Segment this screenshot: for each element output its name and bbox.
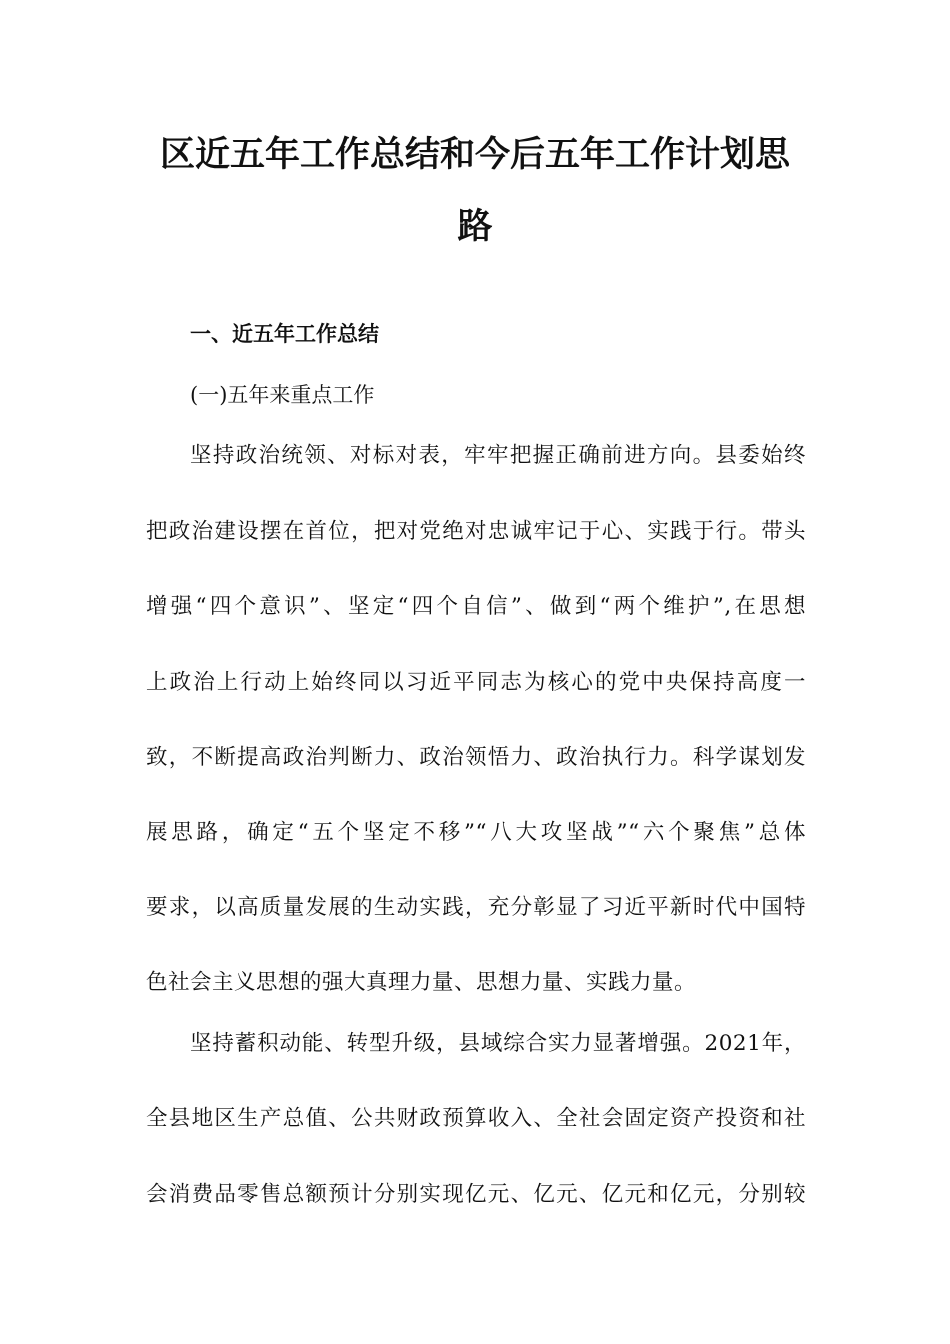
paragraph-1-line: 色社会主义思想的强大真理力量、思想力量、实践力量。	[146, 970, 697, 995]
section-heading: 一、近五年工作总结	[190, 322, 379, 346]
paragraph-1-line: 坚持政治统领、对标对表，牢牢把握正确前进方向。县委始终	[190, 443, 806, 468]
paragraph-1-line: 致，不断提高政治判断力、政治领悟力、政治执行力。科学谋划发	[146, 745, 806, 770]
paragraph-2-line: 坚持蓄积动能、转型升级，县域综合实力显著增强。2021年，	[190, 1031, 806, 1056]
paragraph-1-line: 把政治建设摆在首位，把对党绝对忠诚牢记于心、实践于行。带头	[146, 519, 806, 544]
document-title-line-1: 区近五年工作总结和今后五年工作计划思	[159, 135, 790, 175]
document-title-line-2: 路	[457, 207, 493, 247]
paragraph-1-line: 要求，以高质量发展的生动实践，充分彰显了习近平新时代中国特	[146, 895, 806, 920]
paragraph-1-line: 展思路，确定“五个坚定不移”“八大攻坚战”“六个聚焦”总体	[146, 820, 806, 845]
paragraph-2-line: 会消费品零售总额预计分别实现亿元、亿元、亿元和亿元，分别较	[146, 1182, 806, 1207]
paragraph-2-line: 全县地区生产总值、公共财政预算收入、全社会固定资产投资和社	[146, 1106, 806, 1131]
paragraph-1-line: 增强“四个意识”、坚定“四个自信”、做到“两个维护”,在思想	[146, 594, 806, 619]
subsection-heading: (一)五年来重点工作	[190, 383, 375, 407]
paragraph-1-line: 上政治上行动上始终同以习近平同志为核心的党中央保持高度一	[146, 670, 806, 695]
